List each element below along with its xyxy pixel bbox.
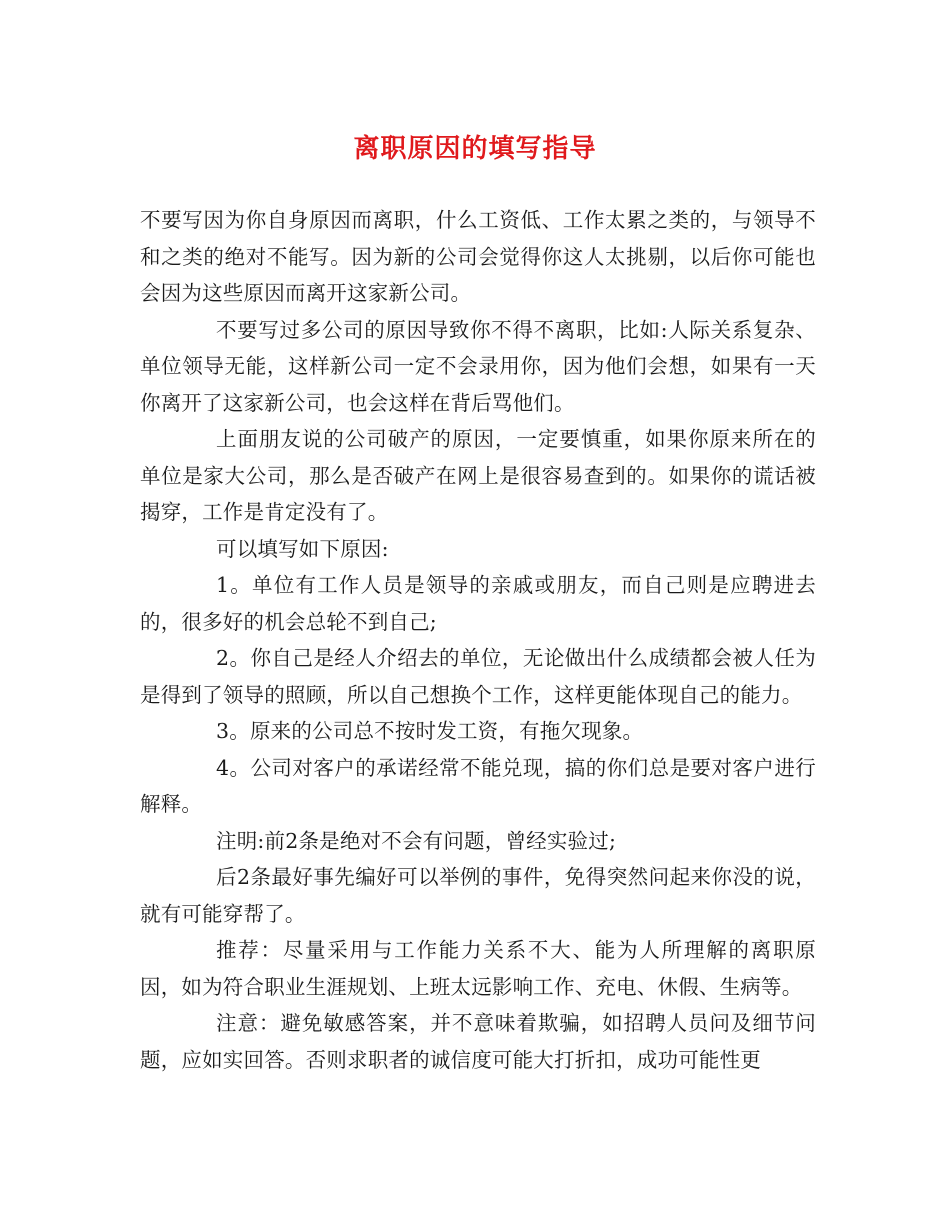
paragraph: 不要写因为你自身原因而离职，什么工资低、工作太累之类的，与领导不和之类的绝对不能写。因为新的公司会觉得你这人太挑剔，以后你可能也会因为这些原因而离开这家新公司。 <box>140 208 816 305</box>
document-title: 离职原因的填写指导 <box>353 134 597 164</box>
paragraph: 推荐：尽量采用与工作能力关系不大、能为人所理解的离职原因，如为符合职业生涯规划、上班太远影响工作、充电、休假、生病等。 <box>140 938 816 999</box>
list-item: 3。原来的公司总不按时发工资，有拖欠现象。 <box>216 719 644 743</box>
paragraph: 上面朋友说的公司破产的原因，一定要慎重，如果你原来所在的单位是家大公司，那么是否破产在网上是很容易查到的。如果你的谎话被揭穿，工作是肯定没有了。 <box>140 427 816 524</box>
list-item: 1。单位有工作人员是领导的亲戚或朋友，而自己则是应聘进去的，很多好的机会总轮不到自己; <box>140 573 816 634</box>
paragraph: 后2条最好事先编好可以举例的事件，免得突然问起来你没的说，就有可能穿帮了。 <box>140 865 816 926</box>
paragraph: 注意：避免敏感答案，并不意味着欺骗，如招聘人员问及细节问题，应如实回答。否则求职者的诚信度可能大打折扣，成功可能性更 <box>140 1011 816 1072</box>
list-item: 4。公司对客户的承诺经常不能兑现，搞的你们总是要对客户进行解释。 <box>140 755 816 816</box>
paragraph: 不要写过多公司的原因导致你不得不离职，比如:人际关系复杂、单位领导无能，这样新公司一定不会录用你，因为他们会想，如果有一天你离开了这家新公司，也会这样在背后骂他们。 <box>140 317 816 415</box>
document-body <box>140 202 816 1078</box>
paragraph: 注明:前2条是绝对不会有问题，曾经实验过; <box>216 828 617 853</box>
paragraph: 可以填写如下原因: <box>216 536 389 561</box>
list-item: 2。你自己是经人介绍去的单位，无论做出什么成绩都会被人任为是得到了领导的照顾，所以自己想换个工作，这样更能体现自己的能力。 <box>140 646 816 707</box>
